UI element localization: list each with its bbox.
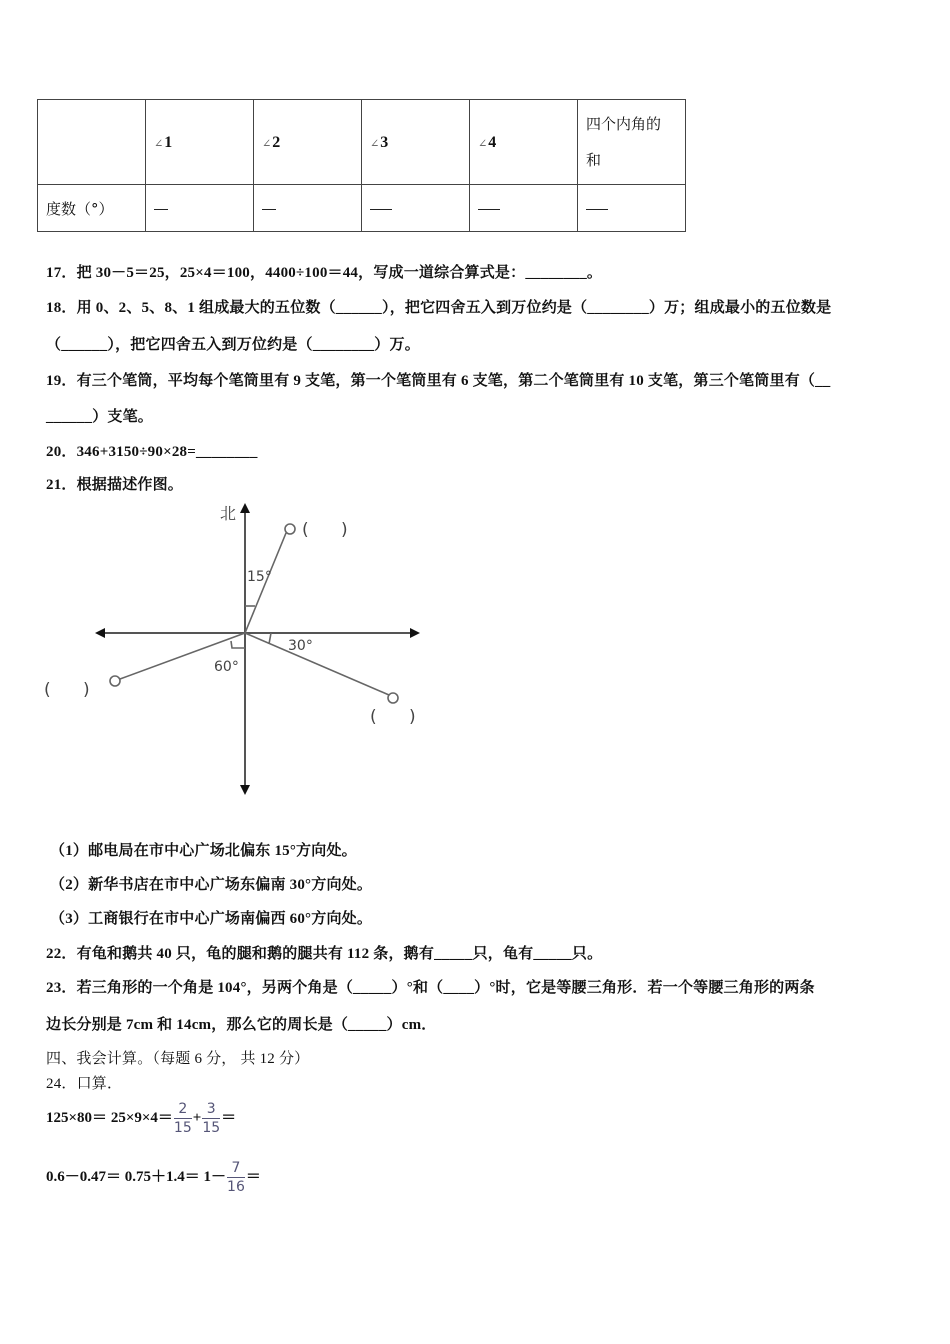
blank-bookstore[interactable]: ( ) (370, 707, 416, 727)
question-19-line2: ______）支笔。 (46, 409, 154, 425)
question-18-line1: 18．用 0、2、5、8、1 组成最大的五位数（______），把它四舍五入到万位约是（________）万；组成最小的五位数是 (46, 300, 832, 316)
blank-post-office[interactable]: ( ) (302, 520, 348, 540)
answer-blank (478, 209, 500, 210)
ray-east-south-30 (245, 633, 389, 695)
table-header-angle2: ∠2 (254, 100, 362, 185)
question-18-line2: （______），把它四舍五入到万位约是（________）万。 (46, 337, 420, 353)
question-21-sub1: （1）邮电局在市中心广场北偏东 15°方向处。 (50, 843, 357, 859)
question-23-line1: 23．若三角形的一个角是 104°，另两个角是（_____）°和（____）°时，它是等腰三角形．若一个等腰三角形的两条 (46, 980, 815, 996)
table-cell-blank[interactable] (362, 185, 470, 232)
table-header-sum: 四个内角的和 (578, 100, 686, 185)
fraction: $\frac{7}{16}$ (227, 1160, 245, 1195)
calc-item: 0.6－0.47＝ (46, 1168, 122, 1185)
answer-blank (370, 209, 392, 210)
angle-icon: ∠ (478, 136, 488, 150)
calc-item: 125×80＝ (46, 1109, 108, 1126)
point-post-office[interactable] (285, 524, 295, 534)
calc-item: 1－ (203, 1168, 227, 1185)
answer-blank (154, 209, 168, 210)
fraction: $\frac{2}{15}$ (173, 1101, 192, 1136)
table-header-angle3: ∠3 (362, 100, 470, 185)
direction-diagram (40, 495, 440, 805)
question-19-line1: 19．有三个笔筒，平均每个笔筒里有 9 支笔，第一个笔筒里有 6 支笔，第二个笔筒里有 10 支笔，第三个笔筒里有（__ (46, 373, 831, 389)
north-label: 北 (220, 504, 237, 523)
angle-icon: ∠ (262, 136, 272, 150)
table-corner-cell (38, 100, 146, 185)
question-17: 17．把 30－5＝25，25×4＝100，4400÷100＝44，写成一道综合算式是：________。 (46, 265, 603, 281)
calc-item: 0.75＋1.4＝ (124, 1168, 200, 1185)
blank-bank[interactable]: ( ) (44, 680, 90, 700)
angle-label-30: 30° (288, 638, 313, 654)
table-header-angle1: ∠1 (146, 100, 254, 185)
question-21-sub2: （2）新华书店在市中心广场东偏南 30°方向处。 (50, 877, 373, 893)
table-cell-blank[interactable] (254, 185, 362, 232)
question-20: 20．346+3150÷90×28=________ (46, 444, 258, 460)
question-22: 22．有龟和鹅共 40 只，龟的腿和鹅的腿共有 112 条，鹅有_____只，龟有_____只。 (46, 946, 603, 962)
answer-blank (262, 209, 276, 210)
answer-blank (586, 209, 608, 210)
calc-item: 25×9×4＝ (110, 1109, 173, 1126)
fraction: $\frac{3}{15}$ (202, 1101, 221, 1136)
angle-label-60: 60° (214, 659, 239, 675)
angle-icon: ∠ (154, 136, 164, 150)
table-cell-blank[interactable] (578, 185, 686, 232)
table-row (38, 185, 686, 232)
plus-sign: + (192, 1109, 202, 1126)
point-bank[interactable] (110, 676, 120, 686)
question-21: 21．根据描述作图。 (46, 477, 184, 493)
angle-table (37, 99, 686, 232)
table-header-angle4: ∠4 (470, 100, 578, 185)
angle-arc-60 (231, 641, 245, 648)
question-24: 24．口算． (46, 1076, 123, 1092)
table-header-row (38, 100, 686, 185)
question-21-sub3: （3）工商银行在市中心广场南偏西 60°方向处。 (50, 911, 373, 927)
point-bookstore[interactable] (388, 693, 398, 703)
angle-icon: ∠ (370, 136, 380, 150)
calc-row-2: 0.6－0.47＝ 0.75＋1.4＝ 1－ $\frac{7}{16}$ ＝ (46, 1160, 261, 1195)
table-cell-blank[interactable] (470, 185, 578, 232)
angle-label-15: 15° (247, 569, 272, 585)
table-cell-blank[interactable] (146, 185, 254, 232)
angle-arc-30 (269, 633, 271, 644)
calc-row-1: 125×80＝ 25×9×4＝ $\frac{2}{15}$ + $\frac{3}{15}$ ＝ (46, 1101, 237, 1136)
section-4-heading: 四、我会计算。（每题 6 分， 共 12 分） (46, 1051, 310, 1067)
table-row-label: 度数（°） (38, 185, 146, 232)
question-23-line2: 边长分别是 7cm 和 14cm，那么它的周长是（_____）cm． (46, 1017, 437, 1033)
